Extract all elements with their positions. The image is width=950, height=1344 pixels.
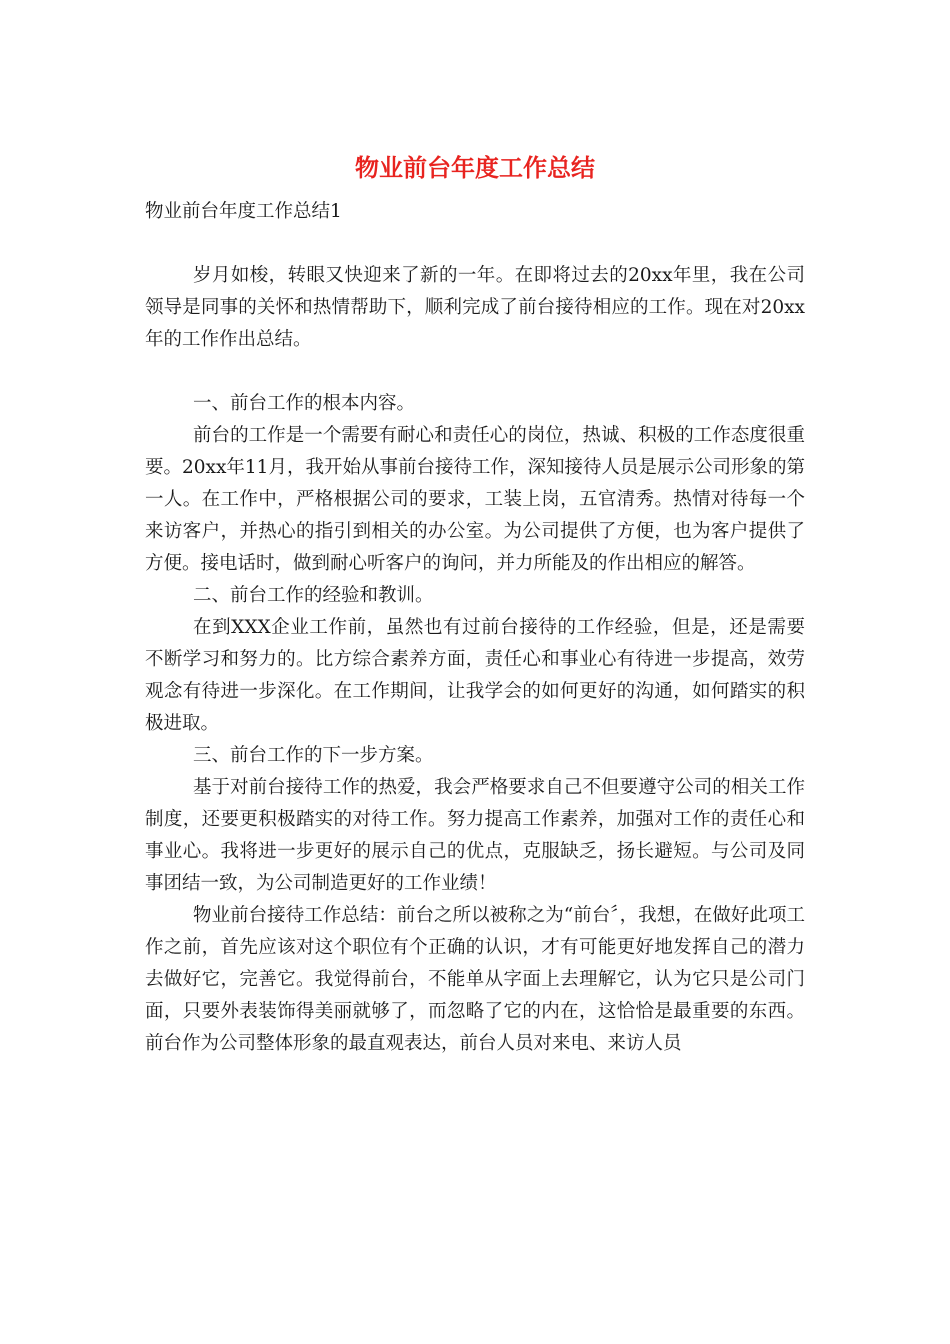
heading-section-3: 三、前台工作的下一步方案。: [193, 745, 434, 766]
document-body: [145, 196, 805, 1060]
paragraph-section-3: 基于对前台接待工作的热爱，我会严格要求自己不但要遵守公司的相关工作制度，还要更积极踏实的对待工作。努力提高工作素养，加强对工作的责任心和事业心。我将进一步更好的展示自己的优点，克服缺乏，扬长避短。与公司及同事团结一致，为公司制造更好的工作业绩！: [145, 777, 805, 894]
paragraph-section-1: 前台的工作是一个需要有耐心和责任心的岗位，热诚、积极的工作态度很重要。20xx年11月，我开始从事前台接待工作，深知接待人员是展示公司形象的第一人。在工作中，严格根据公司的要求，工装上岗，五官清秀。热情对待每一个来访客户，并热心的指引到相关的办公室。为公司提供了方便，也为客户提供了方便。接电话时，做到耐心听客户的询问，并力所能及的作出相应的解答。: [145, 425, 805, 574]
heading-section-2: 二、前台工作的经验和教训。: [193, 585, 434, 606]
paragraph-intro: 岁月如梭，转眼又快迎来了新的一年。在即将过去的20xx年里，我在公司领导是同事的关怀和热情帮助下，顺利完成了前台接待相应的工作。现在对20xx年的工作作出总结。: [145, 265, 805, 350]
section-subtitle: 物业前台年度工作总结1: [145, 201, 342, 222]
heading-section-1: 一、前台工作的根本内容。: [193, 393, 416, 414]
paragraph-section-2: 在到XXX企业工作前，虽然也有过前台接待的工作经验，但是，还是需要不断学习和努力的。比方综合素养方面，责任心和事业心有待进一步提高，效劳观念有待进一步深化。在工作期间，让我学会的如何更好的沟通，如何踏实的积极进取。: [145, 617, 805, 734]
paragraph-summary: 物业前台接待工作总结：前台之所以被称之为“前台〞，我想，在做好此项工作之前，首先应该对这个职位有个正确的认识，才有可能更好地发挥自己的潜力去做好它，完善它。我觉得前台，不能单从字面上去理解它，认为它只是公司门面，只要外表装饰得美丽就够了，而忽略了它的内在，这恰恰是最重要的东西。前台作为公司整体形象的最直观表达，前台人员对来电、来访人员: [145, 905, 805, 1054]
document-title: 物业前台年度工作总结: [355, 153, 595, 182]
